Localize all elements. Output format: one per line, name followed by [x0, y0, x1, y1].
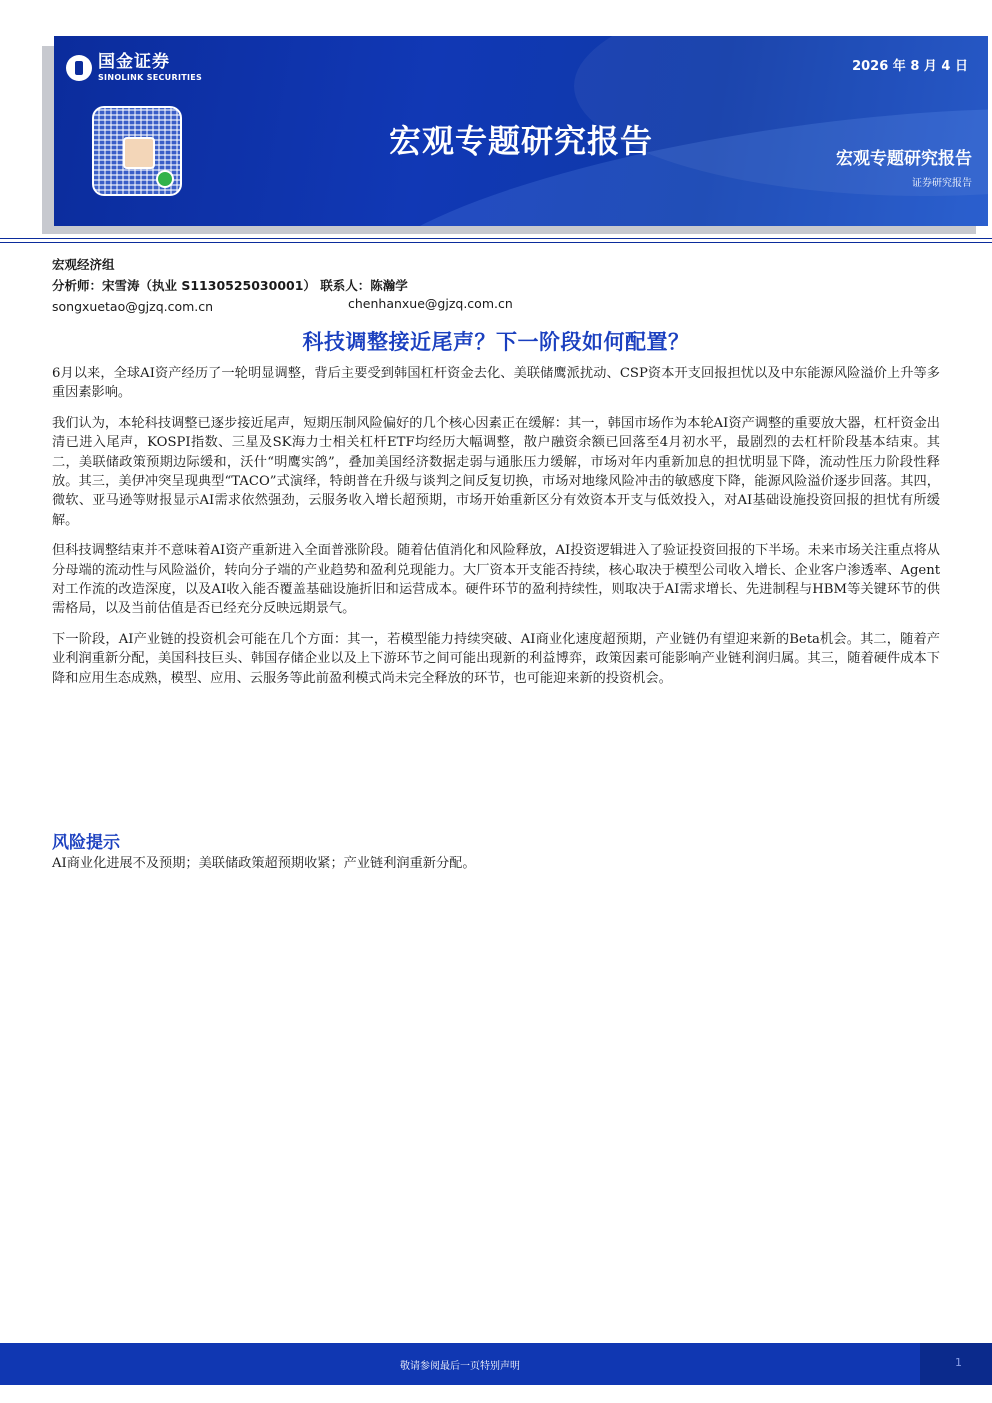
company-logo [66, 54, 202, 82]
paragraph: 下一阶段，AI产业链的投资机会可能在几个方面：其一，若模型能力持续突破、AI商业化速度超预期，产业链仍有望迎来新的Beta机会。其二，随着产业利润重新分配，美国科技巨头、韩国存储企业以及上下游环节之间可能出现新的利益博弈，政策因素可能影响产业链利润归属。其三，随着硬件成本下降和应用生态成熟，模型、应用、云服务等此前盈利模式尚未完全释放的环节，也可能迎来新的投资机会。 [52, 631, 940, 686]
risk-text: AI商业化进展不及预期；美联储政策超预期收紧；产业链利润重新分配。 [52, 856, 476, 871]
footer-disclaimer[interactable]: 敬请参阅最后一页特别声明 [400, 1361, 520, 1372]
analyst-line: 分析师：宋雪涛（执业 S1130525030001） 联系人：陈瀚学 [52, 278, 408, 293]
report-date: 2026 年 8 月 4 日 [852, 59, 968, 74]
report-title: 科技调整接近尾声？下一阶段如何配置？ [302, 330, 690, 354]
page-number: 1 [955, 1356, 962, 1369]
analyst-email[interactable]: songxuetao@gjzq.com.cn [52, 299, 214, 314]
report-type: 证券研究报告 [912, 178, 972, 189]
header-title: 宏观专题研究报告 [388, 122, 653, 160]
research-group: 宏观经济组 [52, 257, 115, 272]
paragraph: 我们认为，本轮科技调整已逐步接近尾声，短期压制风险偏好的几个核心因素正在缓解：其一，韩国市场作为本轮AI资产调整的重要放大器，杠杆资金出清已进入尾声，KOSPI指数、三星及SK海力士相关杠杆ETF均经历大幅调整，散户融资余额已回落至4月初水平，最剧烈的去杠杆阶段基本结束。其二，美联储政策预期边际缓和，沃什“明鹰实鸽”，叠加美国经济数据走弱与通胀压力缓解，市场对年内重新加息的担忧明显下降，流动性压力阶段性释放。其三，美伊冲突呈现典型“TACO”式演绎，特朗普在升级与谈判之间反复切换，市场对地缘风险冲击的敏感度下降，能源风险溢价逐步回落。其四，微软、亚马逊等财报显示AI需求依然强劲，云服务收入增长超预期，市场开始重新区分有效资本开支与低效投入，对AI基础设施投资回报的担忧有所缓解。 [52, 415, 940, 528]
report-category: 宏观专题研究报告 [836, 149, 972, 169]
page-footer [0, 1343, 992, 1385]
report-header [54, 36, 988, 226]
divider [0, 242, 992, 243]
logo-cn-text: 国金证券 [98, 52, 170, 72]
wechat-icon [156, 170, 174, 188]
divider [0, 238, 992, 239]
paragraph: 6月以来，全球AI资产经历了一轮明显调整，背后主要受到韩国杠杆资金去化、美联储鹰派扰动、CSP资本开支回报担忧以及中东能源风险溢价上升等多重因素影响。 [52, 366, 940, 401]
logo-en-text: SINOLINK SECURITIES [98, 73, 203, 82]
risk-heading: 风险提示 [52, 833, 120, 853]
logo-icon [66, 55, 92, 81]
contact-email[interactable]: chenhanxue@gjzq.com.cn [348, 296, 513, 311]
report-body [52, 364, 940, 699]
paragraph: 但科技调整结束并不意味着AI资产重新进入全面普涨阶段。随着估值消化和风险释放，AI投资逻辑进入了验证投资回报的下半场。未来市场关注重点将从分母端的流动性与风险溢价，转向分子端的产业趋势和盈利兑现能力。大厂资本开支能否持续，核心取决于模型公司收入增长、企业客户渗透率、Agent对工作流的改造深度，以及AI收入能否覆盖基础设施折旧和运营成本。硬件环节的盈利持续性，则取决于AI需求增长、先进制程与HBM等关键环节的供需格局，以及当前估值是否已经充分反映远期景气。 [52, 543, 940, 617]
